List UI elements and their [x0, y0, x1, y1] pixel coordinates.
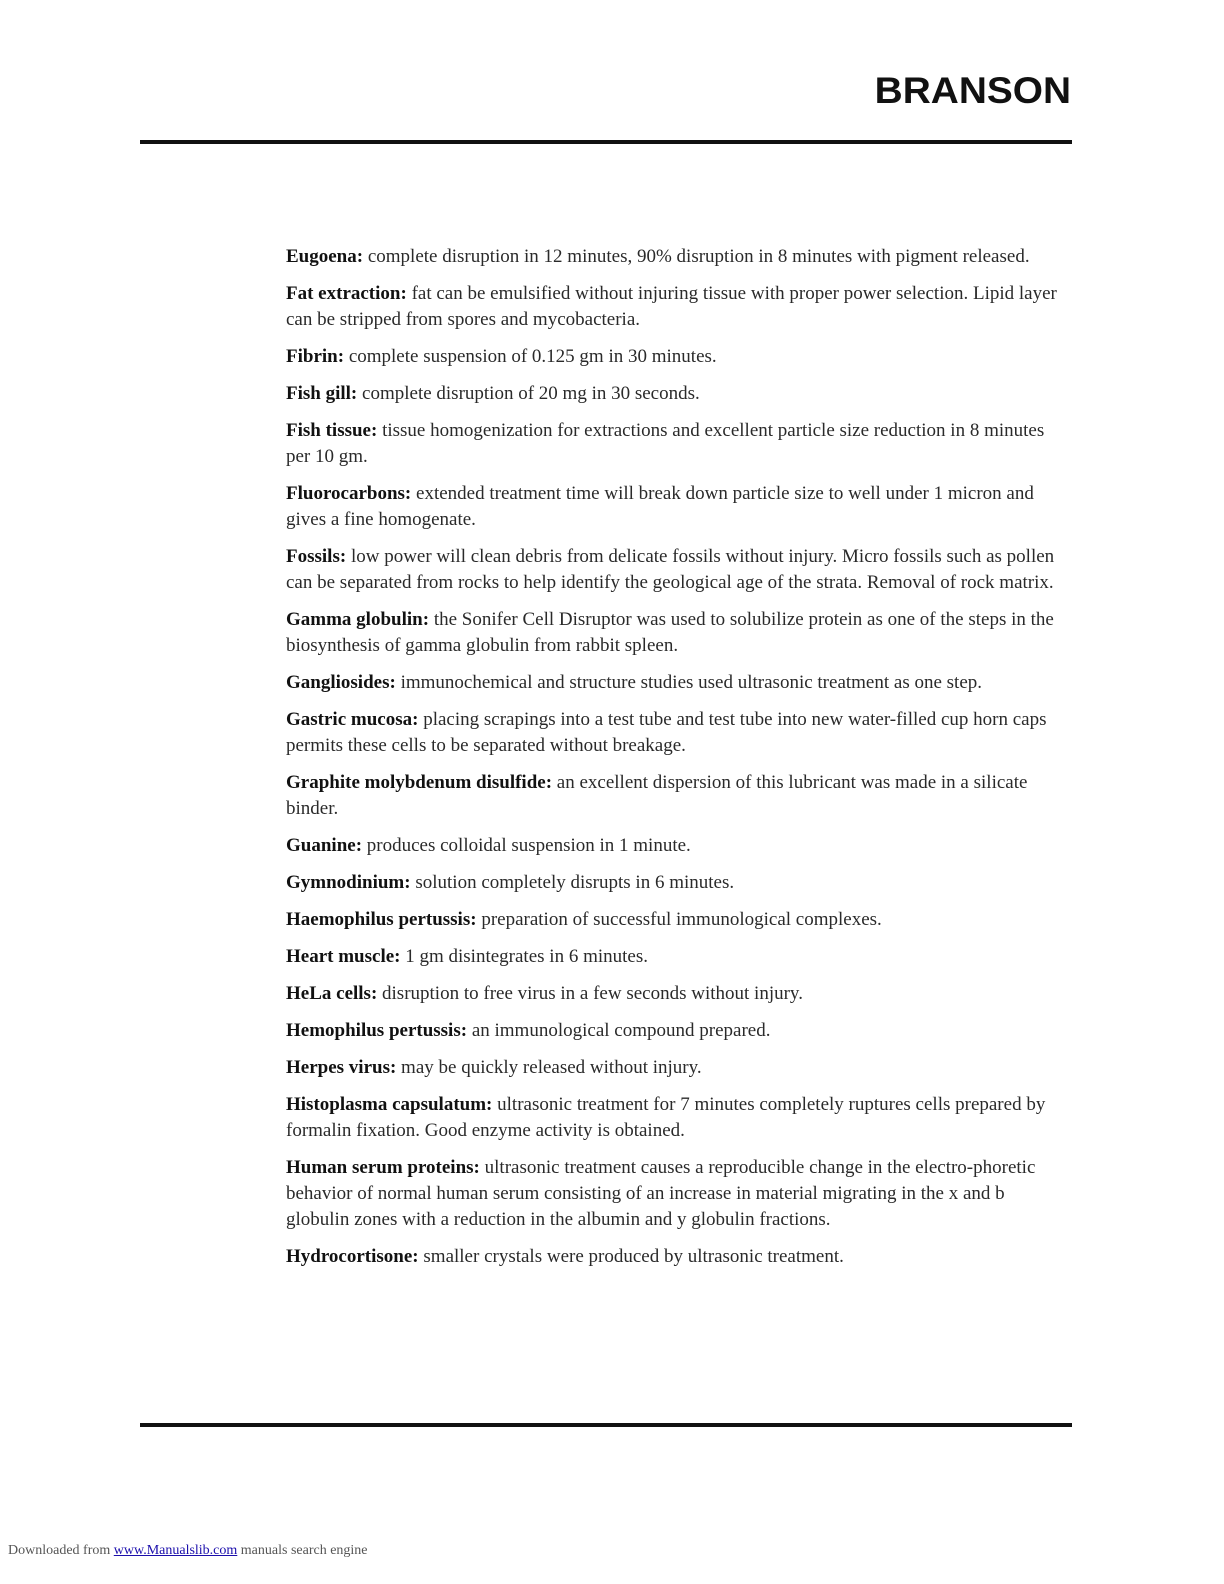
entry-term: Human serum proteins:: [286, 1157, 480, 1178]
entry-text: placing scrapings into a test tube and test tube into new water-filled cup horn caps permits these cells to be separated without breakage.: [286, 709, 1047, 756]
footer-rule: [140, 1423, 1072, 1427]
entry: [286, 770, 1072, 822]
entry-term: Histoplasma capsulatum:: [286, 1094, 493, 1115]
entry: [286, 281, 1072, 333]
entry-text: complete disruption of 20 mg in 30 seconds.: [357, 383, 700, 404]
entry-term: Hemophilus pertussis:: [286, 1020, 468, 1041]
entry-text: ultrasonic treatment causes a reproducible change in the electro-phoretic behavior of normal human serum consisting of an increase in material migrating in the x and b globulin zones with a reduction in the albumin and y globulin fractions.: [286, 1157, 1036, 1230]
entry-text: complete disruption in 12 minutes, 90% disruption in 8 minutes with pigment released.: [363, 246, 1030, 267]
entry-text: the Sonifer Cell Disruptor was used to solubilize protein as one of the steps in the biosynthesis of gamma globulin from rabbit spleen.: [286, 609, 1054, 656]
entry-term: Herpes virus:: [286, 1057, 397, 1078]
entry: [286, 870, 1072, 896]
entry-term: Fluorocarbons:: [286, 483, 412, 504]
entry-text: ultrasonic treatment for 7 minutes completely ruptures cells prepared by formalin fixation. Good enzyme activity is obtained.: [286, 1094, 1046, 1141]
entry-term: Fish tissue:: [286, 420, 378, 441]
entry-term: Hydrocortisone:: [286, 1246, 419, 1267]
entry-text: disruption to free virus in a few seconds without injury.: [377, 983, 803, 1004]
entry: [286, 670, 1072, 696]
download-footer: [8, 1543, 368, 1559]
entry: [286, 381, 1072, 407]
entry-term: Heart muscle:: [286, 946, 401, 967]
entry: [286, 481, 1072, 533]
entry-term: Guanine:: [286, 835, 363, 856]
entry-text: fat can be emulsified without injuring tissue with proper power selection. Lipid layer can be stripped from spores and mycobacteria.: [286, 283, 1057, 330]
entry-text: 1 gm disintegrates in 6 minutes.: [400, 946, 648, 967]
entry: [286, 607, 1072, 659]
entry-text: low power will clean debris from delicate fossils without injury. Micro fossils such as pollen can be separated from rocks to help identify the geological age of the strata. Removal of rock matrix.: [286, 546, 1055, 593]
entry-term: Fossils:: [286, 546, 347, 567]
entry: [286, 1018, 1072, 1044]
entry-text: extended treatment time will break down particle size to well under 1 micron and gives a fine homogenate.: [286, 483, 1034, 530]
entry-text: an immunological compound prepared.: [467, 1020, 771, 1041]
entry-text: immunochemical and structure studies used ultrasonic treatment as one step.: [395, 672, 983, 693]
entry-text: preparation of successful immunological complexes.: [476, 909, 882, 930]
footer-suffix: manuals search engine: [237, 1543, 368, 1558]
entry: [286, 544, 1072, 596]
entry-term: Fish gill:: [286, 383, 358, 404]
entry-term: Graphite molybdenum disulfide:: [286, 772, 553, 793]
entry: [286, 1092, 1072, 1144]
entry: [286, 1155, 1072, 1233]
entry-text: complete suspension of 0.125 gm in 30 minutes.: [344, 346, 717, 367]
entry-text: solution completely disrupts in 6 minutes.: [410, 872, 735, 893]
header-rule: [140, 140, 1072, 144]
entry-term: Gastric mucosa:: [286, 709, 419, 730]
entry-text: smaller crystals were produced by ultrasonic treatment.: [418, 1246, 844, 1267]
footer-prefix: Downloaded from: [8, 1543, 114, 1558]
entry-text: an excellent dispersion of this lubricant was made in a silicate binder.: [286, 772, 1028, 819]
entry-term: Gymnodinium:: [286, 872, 411, 893]
entry: [286, 707, 1072, 759]
entry: [286, 944, 1072, 970]
entry: [286, 833, 1072, 859]
entry: [286, 1055, 1072, 1081]
entry-term: Fat extraction:: [286, 283, 407, 304]
entry: [286, 907, 1072, 933]
entry-text: tissue homogenization for extractions and excellent particle size reduction in 8 minutes per 10 gm.: [286, 420, 1045, 467]
entry-term: Haemophilus pertussis:: [286, 909, 477, 930]
entries-list: [286, 244, 1072, 1281]
entry-term: Gangliosides:: [286, 672, 396, 693]
entry-text: produces colloidal suspension in 1 minute.: [362, 835, 691, 856]
entry-term: Fibrin:: [286, 346, 345, 367]
entry-text: may be quickly released without injury.: [396, 1057, 702, 1078]
manualslib-link[interactable]: www.Manualslib.com: [113, 1543, 238, 1558]
entry: [286, 244, 1072, 270]
entry-term: HeLa cells:: [286, 983, 378, 1004]
entry: [286, 344, 1072, 370]
branson-logo: BRANSON: [874, 70, 1071, 111]
entry-term: Gamma globulin:: [286, 609, 430, 630]
entry-term: Eugoena:: [286, 246, 364, 267]
entry: [286, 981, 1072, 1007]
entry: [286, 1244, 1072, 1270]
entry: [286, 418, 1072, 470]
